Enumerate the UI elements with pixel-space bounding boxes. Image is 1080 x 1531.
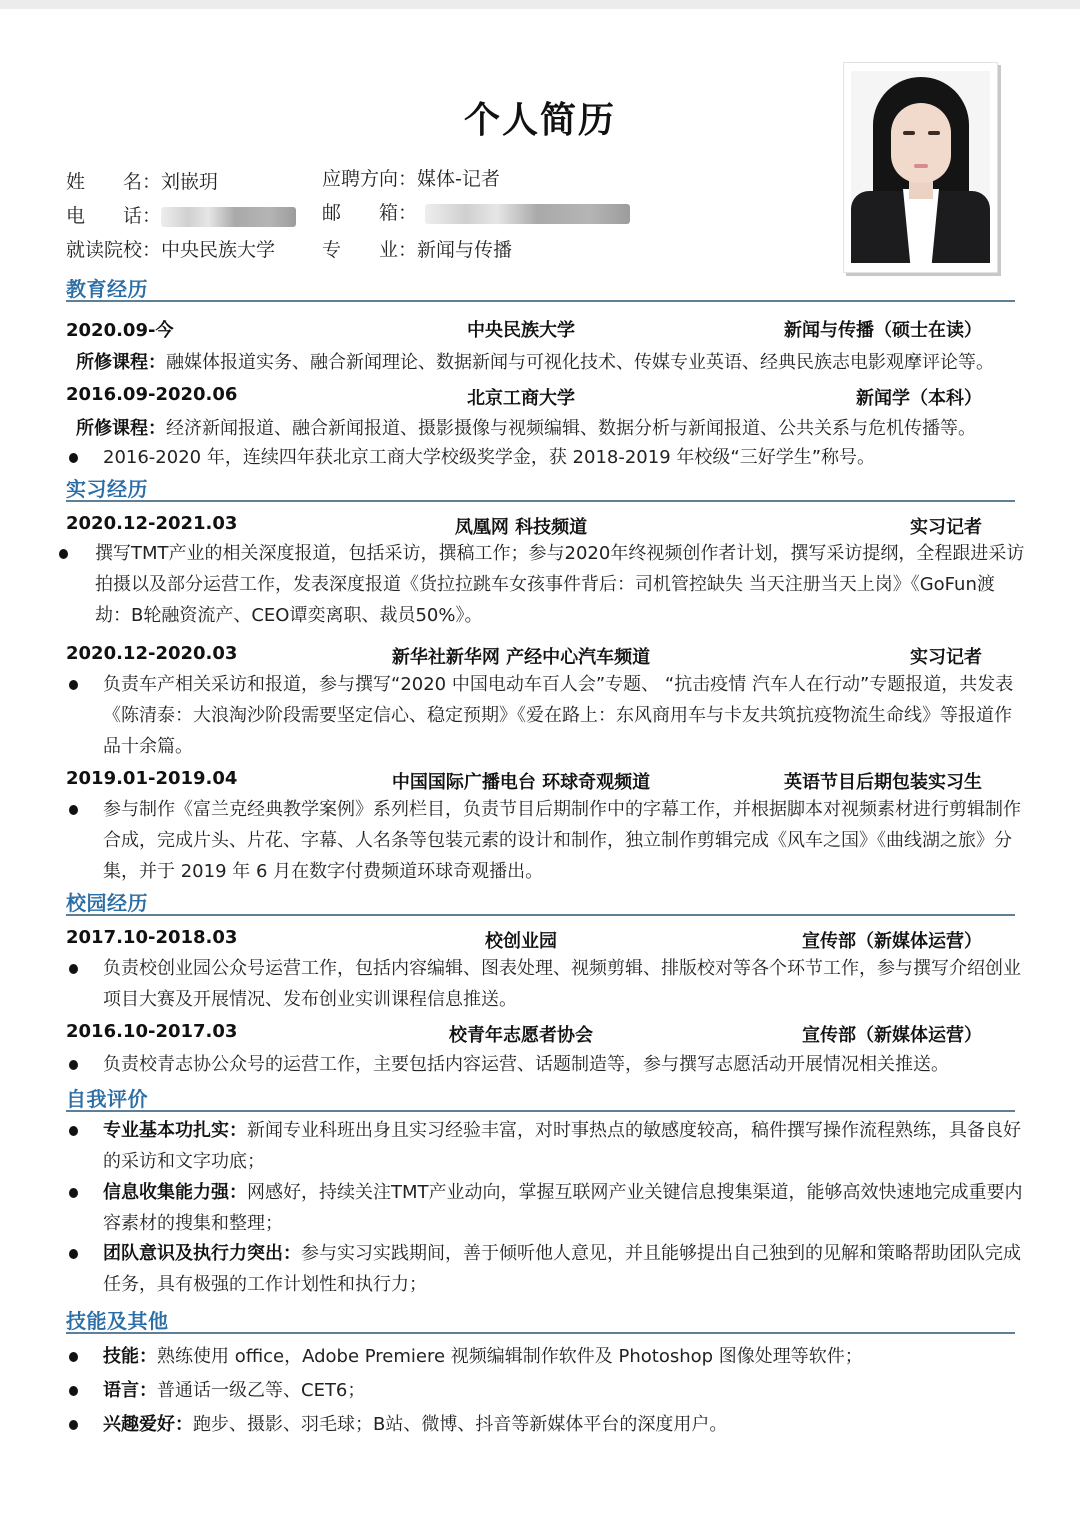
bullet-icon	[69, 805, 78, 815]
entry-role: 新闻学（本科）	[856, 388, 982, 409]
section-campus-heading: 校园经历	[66, 890, 1015, 916]
name-label: 姓 名：	[66, 171, 162, 193]
course-label: 所修课程：	[76, 352, 166, 373]
bullet-icon	[69, 1126, 78, 1136]
campus-entry-2	[66, 1021, 1006, 1047]
info-school	[66, 235, 275, 262]
section-internship-heading: 实习经历	[66, 476, 1015, 502]
position-label: 应聘方向：	[322, 168, 418, 190]
bullet-icon	[69, 1249, 78, 1259]
bullet-icon	[69, 1386, 78, 1396]
internship-entry-3	[66, 768, 1006, 794]
school-value: 中央民族大学	[161, 239, 276, 261]
internship-bullet-1: 撰写TMT产业的相关深度报道，包括采访，撰稿工作；参与2020年终视频创作者计划，撰写采访提纲，全程跟进采访拍摄以及部分运营工作，发表深度报道《货拉拉跳车女孩事件背后：司机管控缺失 当天注册当天上岗》《GoFun渡劫：B轮融资流产、CEO谭奕离职、裁员50%》。	[56, 538, 1026, 631]
self-eval-item-1: 专业基本功扎实：新闻专业科班出身且实习经验丰富，对时事热点的敏感度较高，稿件撰写操作流程熟练，具备良好的采访和文字功底；	[66, 1115, 1026, 1177]
info-major	[322, 235, 512, 262]
info-name	[66, 167, 218, 194]
entry-org: 校青年志愿者协会	[449, 1025, 593, 1046]
internship-entry-2	[66, 643, 1006, 669]
education-courses-2	[76, 414, 976, 440]
bullet-icon	[69, 453, 78, 463]
entry-role: 英语节目后期包装实习生	[784, 772, 982, 793]
internship-bullet-2: 负责车产相关采访和报道，参与撰写“2020 中国电动车百人会”专题、 “抗击疫情 汽车人在行动”专题报道，共发表《陈清泰：大浪淘沙阶段需要坚定信心、稳定预期》《爱在路上：东风商用车与卡友共筑抗疫物流生命线》等报道作品十余篇。	[66, 669, 1026, 762]
entry-org: 中央民族大学	[467, 320, 575, 341]
bullet-icon	[69, 680, 78, 690]
top-bar	[0, 0, 1080, 9]
campus-bullet-2: 负责校青志协公众号的运营工作，主要包括内容运营、话题制造等，参与撰写志愿活动开展情况相关推送。	[66, 1049, 1026, 1080]
bullet-icon	[69, 1420, 78, 1430]
name-value: 刘嵌玥	[161, 171, 219, 193]
education-entry-1	[66, 316, 1006, 342]
entry-org: 北京工商大学	[467, 388, 575, 409]
section-skills-heading: 技能及其他	[66, 1308, 1015, 1334]
entry-date: 2020.09-今	[66, 320, 174, 341]
bullet-icon	[69, 1352, 78, 1362]
campus-bullet-1: 负责校创业园公众号运营工作，包括内容编辑、图表处理、视频剪辑、排版校对等各个环节工作，参与撰写介绍创业项目大赛及开展情况、发布创业实训课程信息推送。	[66, 953, 1026, 1015]
phone-value-redacted	[161, 207, 296, 227]
bullet-icon	[59, 549, 68, 559]
major-label: 专 业：	[322, 239, 418, 261]
entry-date: 2016.10-2017.03	[66, 1021, 238, 1042]
school-label: 就读院校：	[66, 239, 162, 261]
page-title: 个人简历	[463, 100, 616, 141]
entry-role: 实习记者	[910, 517, 982, 538]
entry-role: 宣传部（新媒体运营）	[802, 931, 982, 952]
skills-item-3: 兴趣爱好：跑步、摄影、羽毛球；B站、微博、抖音等新媒体平台的深度用户。	[66, 1409, 1026, 1440]
campus-entry-1	[66, 927, 1006, 953]
position-value: 媒体-记者	[417, 168, 500, 190]
email-value-redacted	[425, 204, 630, 224]
course-text: 融媒体报道实务、融合新闻理论、数据新闻与可视化技术、传媒专业英语、经典民族志电影观摩评论等。	[166, 352, 994, 373]
entry-org: 凤凰网 科技频道	[454, 517, 588, 538]
profile-photo	[843, 62, 998, 273]
info-phone	[66, 201, 296, 228]
entry-org: 校创业园	[485, 931, 557, 952]
major-value: 新闻与传播	[417, 239, 513, 261]
entry-role: 新闻与传播（硕士在读）	[784, 320, 982, 341]
self-eval-item-2: 信息收集能力强：网感好，持续关注TMT产业动向，掌握互联网产业关键信息搜集渠道，能够高效快速地完成重要内容素材的搜集和整理；	[66, 1177, 1026, 1239]
course-text: 经济新闻报道、融合新闻报道、摄影摄像与视频编辑、数据分析与新闻报道、公共关系与危机传播等。	[166, 418, 976, 439]
email-label: 邮 箱：	[322, 202, 418, 224]
entry-date: 2020.12-2021.03	[66, 513, 238, 534]
internship-bullet-3: 参与制作《富兰克经典教学案例》系列栏目，负责节目后期制作中的字幕工作，并根据脚本对视频素材进行剪辑制作合成，完成片头、片花、字幕、人名条等包装元素的设计和制作，独立制作剪辑完成《风车之国》《曲线湖之旅》分集，并于 2019 年 6 月在数字付费频道环球奇观播出。	[66, 794, 1026, 887]
info-position	[322, 164, 500, 191]
education-award-bullet: 2016-2020 年，连续四年获北京工商大学校级奖学金，获 2018-2019 年校级“三好学生”称号。	[66, 442, 1026, 473]
education-courses-1	[76, 348, 994, 374]
entry-role: 实习记者	[910, 647, 982, 668]
entry-date: 2019.01-2019.04	[66, 768, 238, 789]
skills-item-1: 技能：熟练使用 office，Adobe Premiere 视频编辑制作软件及 Photoshop 图像处理等软件；	[66, 1341, 1026, 1372]
entry-date: 2020.12-2020.03	[66, 643, 238, 664]
course-label: 所修课程：	[76, 418, 166, 439]
entry-org: 新华社新华网 产经中心汽车频道	[391, 647, 651, 668]
skills-item-2: 语言：普通话一级乙等、CET6；	[66, 1375, 1026, 1406]
entry-date: 2016.09-2020.06	[66, 384, 238, 405]
bullet-icon	[69, 964, 78, 974]
portrait-image	[851, 71, 990, 263]
phone-label: 电 话：	[66, 205, 162, 227]
entry-org: 中国国际广播电台 环球奇观频道	[391, 772, 651, 793]
internship-entry-1	[66, 513, 1006, 539]
education-entry-2	[66, 384, 1006, 410]
bullet-icon	[69, 1060, 78, 1070]
section-education-heading: 教育经历	[66, 276, 1015, 302]
entry-date: 2017.10-2018.03	[66, 927, 238, 948]
self-eval-item-3: 团队意识及执行力突出：参与实习实践期间，善于倾听他人意见，并且能够提出自己独到的见解和策略帮助团队完成任务，具有极强的工作计划性和执行力；	[66, 1238, 1026, 1300]
bullet-icon	[69, 1188, 78, 1198]
section-self-eval-heading: 自我评价	[66, 1086, 1015, 1112]
entry-role: 宣传部（新媒体运营）	[802, 1025, 982, 1046]
info-email	[322, 198, 630, 225]
